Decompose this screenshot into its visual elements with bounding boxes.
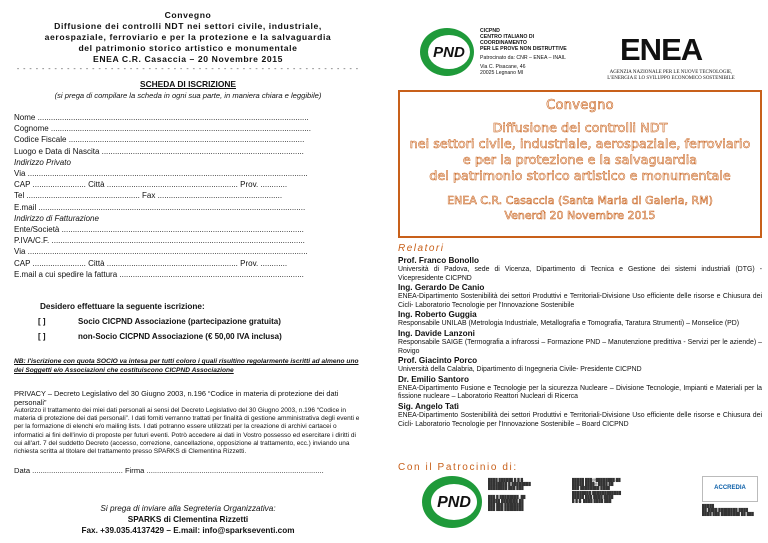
relatore-desc: Responsabile UNILAB (Metrologia Industriale, Metallografia e Tomografia, Taratura Strumenti) – Monselice (PD) xyxy=(398,320,739,328)
cicpnd-addr2: 20025 Legnano MI xyxy=(480,70,524,76)
cicpnd-text xyxy=(480,28,570,76)
relatore-item xyxy=(398,329,762,356)
header-title-line3: del patrimonio storico artistico e monumentale xyxy=(78,43,298,53)
cicpnd-desc2: PER LE PROVE NON DISTRUTTIVE xyxy=(480,46,567,52)
relatore-name: Ing. Davide Lanzoni xyxy=(398,328,475,338)
event-convegno: Convegno xyxy=(546,98,614,113)
scheda-note: (si prega di compilare la scheda in ogni sua parte, in maniera chiara e leggibile) xyxy=(54,91,322,100)
relatore-name: Dr. Emilio Santoro xyxy=(398,374,469,384)
relatore-item xyxy=(398,402,762,429)
field-luogo-data-nascita[interactable]: Luogo e Data di Nascita ........................................................................................... xyxy=(14,146,304,156)
event-venue: ENEA C.R. Casaccia (Santa Maria di Galeria, RM) xyxy=(447,194,713,207)
option-socio-label: Socio CICPND Associazione (partecipazione gratuita) xyxy=(78,317,281,327)
relatore-desc: ENEA-Dipartimento Sostenibilità dei settori Produttivi e Territoriali-Divisione Uso efficiente delle risorse e Chiusura dei Cicli- Laboratorio Tecnologie per l'Innovazione Sostenibile – Board CICPND xyxy=(398,411,762,428)
header-title-line1: Diffusione dei controlli NDT nei settori civile, industriale, xyxy=(54,21,322,31)
event-date: Venerdì 20 Novembre 2015 xyxy=(504,209,656,222)
data-firma-line[interactable]: Data ........................................... Firma .................................................................................... xyxy=(14,466,324,476)
relatore-item xyxy=(398,375,762,402)
enea-logo-icon xyxy=(620,32,706,64)
privacy-block xyxy=(14,389,362,456)
enea-sub2: L'ENERGIA E LO SVILUPPO ECONOMICO SOSTENIBILE xyxy=(607,76,735,81)
header-logos xyxy=(418,12,758,90)
event-title-box xyxy=(398,90,762,238)
option-non-socio[interactable] xyxy=(38,332,362,341)
pnd-patrocinio-fineprint-1: ████ ██████ █.█.█. ████████ █ ████████ ████████ ███ ███ ███ █ ████████, ██ █████ ███████ ██ ███ ███ ████████ ███ ███ ████████ xyxy=(488,478,531,512)
cicpnd-patrocinio: Patrocinato da: CNR – ENEA – INAIL xyxy=(480,55,566,61)
relatore-item xyxy=(398,310,762,329)
section-indirizzo-privato: Indirizzo Privato xyxy=(14,157,71,167)
relatori-heading: Relatori xyxy=(398,243,445,254)
relatore-desc: ENEA-Dipartimento Fusione e Tecnologie per la sicurezza Nucleare – Divisione Tecnologie, Impianti e Materiali per la fissione nucleare – Laboratorio Reattori Nucleari di Ricerca xyxy=(398,384,762,401)
segreteria-block xyxy=(14,503,362,536)
field-ente-societa[interactable]: Ente/Società ............................................................................................................. xyxy=(14,225,304,235)
header-convegno: Convegno xyxy=(164,10,212,20)
relatore-desc: Università di Padova, sede di Vicenza, Dipartimento di Tecnica e Gestione dei sistemi industriali (DTG) - Vicepresidente CICPND xyxy=(398,266,762,282)
pnd-patrocinio-fineprint-2: █████ ███@████████.██ █████ ████@████.██ ███ ████████ ████ ████████ ████████████ █████ ███ ████ ████ █.█.█. ████ ████ ███ xyxy=(572,478,621,504)
field-via-fatturazione[interactable]: Via .............................................................................................................................. xyxy=(14,247,308,257)
privacy-lead: PRIVACY – Decreto Legislativo del 30 Giugno 2003, n.196 “Codice in materia di protezione dei dati personali” xyxy=(14,389,339,408)
header-title-line2: aerospaziale, ferroviario e per la protezione e la salvaguardia xyxy=(44,32,332,42)
cicpnd-name: CICPND xyxy=(480,28,500,34)
field-nome[interactable]: Nome .......................................................................................................................... xyxy=(14,113,309,122)
field-cap-citta-prov-fatturazione[interactable]: CAP ........................ Città ........................................................... Prov. ............ xyxy=(14,258,288,268)
pnd-logo-icon xyxy=(418,26,476,78)
relatore-name: Ing. Gerardo De Canio xyxy=(398,283,485,293)
segreteria-name: SPARKS di Clementina Rizzetti xyxy=(127,515,249,525)
privacy-body: Autorizzo il trattamento dei miei dati personali ai sensi del Decreto Legislativo del 30 Giugno 2003, n.196 “Codice in materia di protezione dei dati personali”. I dati forniti verranno trattati per finalità di gestione amministrativa degli eventi e per la formazione di elenchi e/o mailing lists. I dati potranno essere utilizzati per la creazione di archivi cartacei o informatici ai fini dell'invio di proposte per futuri eventi. Potrò accedere ai dati in Vostro possesso ed esercitare i diritti di cui all'art. 7 del suddetto Decreto (accesso, correzione, cancellazione, opposizione al trattamento, ecc.) inviando una richiesta scritta al titolare del trattamento presso SPARKS di Clementina Rizzetti. xyxy=(14,407,360,456)
enea-sub1: AGENZIA NAZIONALE PER LE NUOVE TECNOLOGIE, xyxy=(609,70,733,75)
patrocinio-logos xyxy=(420,474,760,536)
event-title-line3: e per la protezione e la salvaguardia xyxy=(462,153,698,168)
enea-logo-text: ENEA xyxy=(620,32,703,64)
relatore-item xyxy=(398,256,762,283)
relatore-desc: Responsabile SAIGE (Termografia a infrarossi – Formazione PND – Manutenzione predittiva - Servizi per le aziende) – Rovigo xyxy=(398,338,762,355)
field-email-fattura[interactable]: E.mail a cui spedire la fattura ................................................................................... xyxy=(14,269,304,279)
event-title xyxy=(400,121,760,185)
event-location xyxy=(400,193,760,223)
checkbox-socio[interactable]: [ ] xyxy=(38,317,46,327)
relatori-list xyxy=(398,256,762,429)
cicpnd-desc1: CENTRO ITALIANO DI COORDINAMENTO xyxy=(480,34,535,46)
pnd-logo-text: PND xyxy=(433,44,465,61)
accredia-fineprint: █████ ██ ████ ████████ ████ ████ ███ ████████ ██ ███ xyxy=(702,504,754,517)
pnd-patrocinio-logo-icon xyxy=(420,474,484,530)
pnd-patrocinio-text: PND xyxy=(437,494,471,511)
event-title-line2: nei settori civile, industriale, aerospaziale, ferroviario xyxy=(409,137,751,152)
cicpnd-addr1: Via C. Pisacane, 46 xyxy=(480,64,526,70)
iscrizione-heading: Desidero effettuare la seguente iscrizione: xyxy=(40,302,205,312)
relatore-name: Prof. Franco Bonollo xyxy=(398,256,479,265)
dashed-divider: - - - - - - - - - - - - - - - - - - - - - - - - - - - - - - - - - - - - - - - - - - - - - - - - - - - - - - - xyxy=(16,66,360,73)
relatore-name: Prof. Giacinto Porco xyxy=(398,356,478,366)
option-socio[interactable] xyxy=(38,317,362,326)
form-fields xyxy=(14,112,362,280)
enea-subtitle xyxy=(586,70,756,82)
nb-note: NB: l'iscrizione con quota SOCIO va intesa per tutti coloro i quali risultino regolarmente iscritti ad almeno uno dei Soggetti e/o Associazioni che costituiscono CICPND Associazione xyxy=(14,358,359,375)
field-cap-citta-prov[interactable]: CAP ........................ Città ........................................................... Prov. ............ xyxy=(14,180,288,190)
relatore-desc: ENEA-Dipartimento Sostenibilità dei settori Produttivi e Territoriali-Divisione Uso efficiente delle risorse e Chiusura dei Cicli- Laboratorio Tecnologie per l'Innovazione Sostenibile xyxy=(398,293,762,309)
field-tel-fax[interactable]: Tel ................................................... Fax ........................................................ xyxy=(14,191,283,201)
registration-form xyxy=(14,10,362,536)
field-cognome[interactable]: Cognome ..................................................................................................................... xyxy=(14,124,311,134)
patrocinio-heading: Con il Patrocinio di: xyxy=(398,462,518,473)
field-via[interactable]: Via .............................................................................................................................. xyxy=(14,169,308,179)
segreteria-contacts: Fax. +39.035.4137429 – E.mail: info@sparkseventi.com xyxy=(81,526,295,536)
event-title-line4: del patrimonio storico artistico e monumentale xyxy=(429,169,731,184)
relatore-item xyxy=(398,356,762,375)
checkbox-non-socio[interactable]: [ ] xyxy=(38,332,46,342)
section-indirizzo-fatturazione: Indirizzo di Fatturazione xyxy=(14,213,99,223)
relatore-item xyxy=(398,283,762,310)
field-email[interactable]: E.mail ........................................................................................................................ xyxy=(14,202,306,212)
option-non-socio-label: non-Socio CICPND Associazione (€ 50,00 IVA inclusa) xyxy=(78,332,282,342)
field-codice-fiscale[interactable]: Codice Fiscale .......................................................................................................... xyxy=(14,135,305,145)
segreteria-intro: Si prega di inviare alla Segreteria Organizzativa: xyxy=(100,504,276,514)
event-title-line1: Diffusione dei controlli NDT xyxy=(492,121,668,136)
header-location-date: ENEA C.R. Casaccia – 20 Novembre 2015 xyxy=(92,54,284,64)
relatore-name: Ing. Roberto Guggia xyxy=(398,310,477,320)
relatore-name: Sig. Angelo Tatì xyxy=(398,401,459,411)
field-piva[interactable]: P.IVA/C.F. .................................................................................................................. xyxy=(14,236,305,246)
scheda-title: SCHEDA DI ISCRIZIONE xyxy=(139,79,236,89)
accredia-logo: ACCREDIA xyxy=(702,476,758,502)
relatore-desc: Università della Calabria, Dipartimento di Ingegneria Civile- Presidente CICPND xyxy=(398,366,642,374)
